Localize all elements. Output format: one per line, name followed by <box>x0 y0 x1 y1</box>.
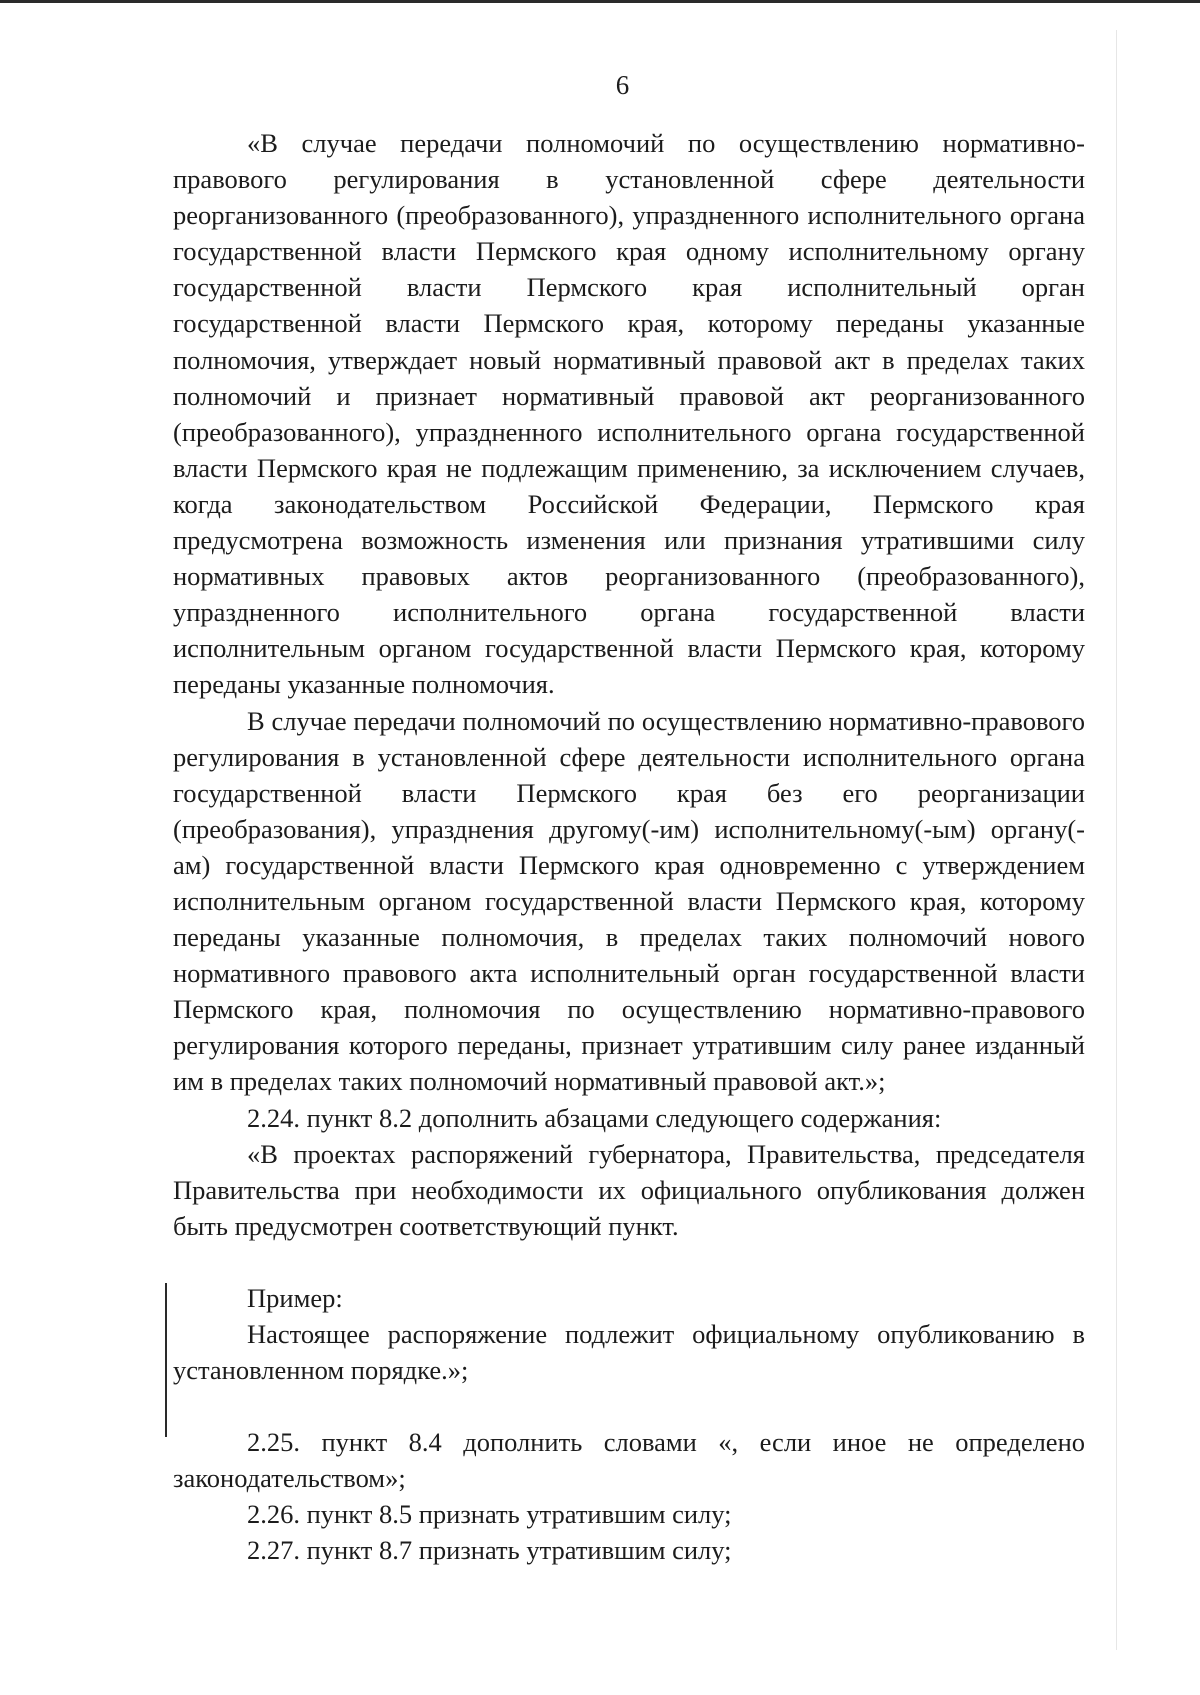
document-body <box>173 125 1085 1569</box>
paragraph-example-label: Пример: <box>247 1282 343 1313</box>
scan-edge-line <box>0 0 1200 3</box>
scan-fold-mark <box>1116 30 1117 1650</box>
paragraph-transfer-without-reorganization: В случае передачи полномочий по осуществлению нормативно-правового регулирования в установленной сфере деятельности исполнительного органа государственной власти Пермского края без его реорганизации (преобразования), упразднения другому(-им) исполнительному(-ым) органу(-ам) государственной власти Пермского края одновременно с утверждением исполнительным органом государственной власти Пермского края, которому переданы указанные полномочия, в пределах таких полномочий нового нормативного правового акта исполнительный орган государственной власти Пермского края, полномочия по осуществлению нормативно-правового регулирования которого переданы, признает утратившим силу ранее изданный им в пределах таких полномочий нормативный правовой акт.»; <box>173 705 1085 1097</box>
paragraph-item-2-25: 2.25. пункт 8.4 дополнить словами «, если иное не определено законодательством»; <box>173 1427 1085 1494</box>
page-number: 6 <box>615 70 630 100</box>
paragraph-item-2-27: 2.27. пункт 8.7 признать утратившим силу; <box>247 1535 732 1566</box>
margin-change-bar <box>165 1283 167 1437</box>
paragraph-item-2-26: 2.26. пункт 8.5 признать утратившим силу; <box>247 1499 732 1530</box>
paragraph-example-text: Настоящее распоряжение подлежит официальному опубликованию в установленном порядке.»; <box>173 1319 1085 1386</box>
paragraph-item-2-24: 2.24. пункт 8.2 дополнить абзацами следующего содержания: <box>247 1102 942 1133</box>
paragraph-quoted-transfer-reorganized: «В случае передачи полномочий по осуществлению нормативно-правового регулирования в установленной сфере деятельности реорганизованного (преобразованного), упраздненного исполнительного органа государственной власти Пермского края одному исполнительному органу государственной власти Пермского края исполнительный орган государственной власти Пермского края, которому переданы указанные полномочия, утверждает новый нормативный правовой акт в пределах таких полномочий и признает нормативный правовой акт реорганизованного (преобразованного), упраздненного исполнительного органа государственной власти Пермского края не подлежащим применению, за исключением случаев, когда законодательством Российской Федерации, Пермского края предусмотрена возможность изменения или признания утратившими силу нормативных правовых актов реорганизованного (преобразованного), упраздненного исполнительного органа государственной власти исполнительным органом государственной власти Пермского края, которому переданы указанные полномочия. <box>173 128 1085 700</box>
paragraph-quoted-draft-orders: «В проектах распоряжений губернатора, Правительства, председателя Правительства при необходимости их официального опубликования должен быть предусмотрен соответствующий пункт. <box>173 1138 1085 1241</box>
